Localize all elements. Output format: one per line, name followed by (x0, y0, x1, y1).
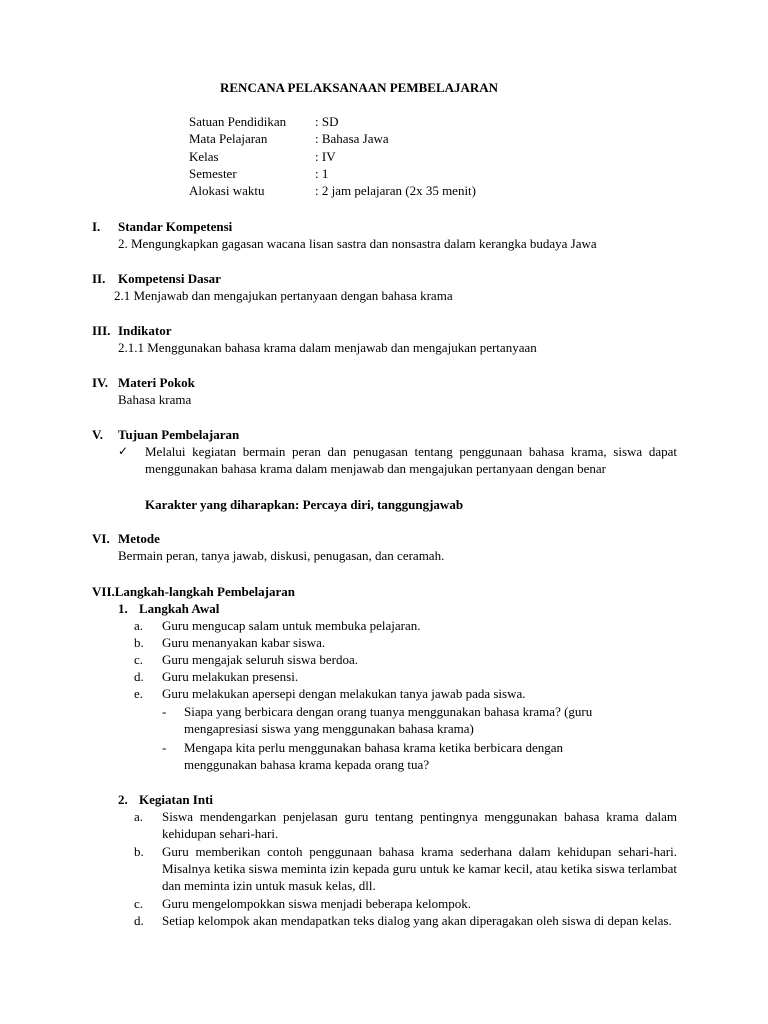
identity-value: : SD (315, 114, 339, 129)
checkmark-icon: ✓ (118, 444, 129, 458)
list-item-letter: a. (134, 809, 144, 824)
list-item-letter: d. (134, 669, 144, 684)
subsection-title: Langkah Awal (139, 601, 220, 616)
karakter-line: Karakter yang diharapkan: Percaya diri, tanggungjawab (145, 497, 464, 512)
list-item-letter: c. (134, 896, 144, 911)
identity-label: Satuan Pendidikan (189, 114, 287, 129)
dash-item: Mengapa kita perlu menggunakan bahasa krama ketika berbicara dengan menggunakan bahasa krama kepada orang tua? (184, 740, 563, 772)
list-item: Siswa mendengarkan penjelasan guru tentang pentingnya menggunakan bahasa krama dalam kehidupan sehari-hari. (162, 809, 677, 841)
subsection-number: 1. (118, 601, 128, 616)
section-number: VI. (92, 531, 110, 546)
list-item: Guru melakukan presensi. (162, 669, 299, 684)
section-heading: VII.Langkah-langkah Pembelajaran (92, 584, 295, 599)
identity-label: Semester (189, 166, 237, 181)
subsection-title: Kegiatan Inti (139, 792, 214, 807)
section-number: I. (92, 219, 101, 234)
list-item: Guru mengucap salam untuk membuka pelajaran. (162, 618, 421, 633)
section-title: Metode (118, 531, 160, 546)
list-item: Guru memberikan contoh penggunaan bahasa krama sederhana dalam kehidupan sehari-hari. Misalnya ketika siswa meminta izin kepada guru untuk ke kamar kecil, atau ketika siswa terlambat dan meminta izin untuk masuk kelas, dll. (162, 844, 677, 893)
section-title: Standar Kompetensi (118, 219, 233, 234)
list-item: Guru mengelompokkan siswa menjadi beberapa kelompok. (162, 896, 472, 911)
list-item-letter: c. (134, 652, 144, 667)
identity-value: : IV (315, 149, 336, 164)
list-item: Guru mengajak seluruh siswa berdoa. (162, 652, 359, 667)
identity-value: : 2 jam pelajaran (2x 35 menit) (315, 183, 477, 198)
section-body: 2.1.1 Menggunakan bahasa krama dalam menjawab dan mengajukan pertanyaan (118, 340, 537, 355)
section-body: Bahasa krama (118, 392, 192, 407)
dash-mark: - (162, 704, 167, 719)
section-body: 2. Mengungkapkan gagasan wacana lisan sastra dan nonsastra dalam kerangka budaya Jawa (118, 236, 597, 251)
list-item-letter: d. (134, 913, 144, 928)
section-body: 2.1 Menjawab dan mengajukan pertanyaan dengan bahasa krama (114, 288, 453, 303)
section-body: Melalui kegiatan bermain peran dan penugasan tentang penggunaan bahasa krama, siswa dapat menggunakan bahasa krama dalam menjawab dan mengajukan pertanyaan dengan benar (145, 444, 677, 476)
list-item-letter: b. (134, 844, 144, 859)
section-title: Kompetensi Dasar (118, 271, 221, 286)
dash-mark: - (162, 740, 167, 755)
section-number: V. (92, 427, 103, 442)
dash-item: Siapa yang berbicara dengan orang tuanya menggunakan bahasa krama? (guru mengapresiasi siswa yang menggunakan bahasa krama) (184, 704, 593, 736)
list-item-letter: e. (134, 686, 144, 701)
section-number: II. (92, 271, 106, 286)
document-title: RENCANA PELAKSANAAN PEMBELAJARAN (220, 80, 499, 95)
section-body: Bermain peran, tanya jawab, diskusi, penugasan, dan ceramah. (118, 548, 445, 563)
list-item-letter: a. (134, 618, 144, 633)
identity-value: : Bahasa Jawa (315, 131, 389, 146)
identity-label: Alokasi waktu (189, 183, 265, 198)
identity-value: : 1 (315, 166, 329, 181)
list-item: Setiap kelompok akan mendapatkan teks dialog yang akan diperagakan oleh siswa di depan kelas. (162, 913, 672, 928)
subsection-number: 2. (118, 792, 128, 807)
identity-label: Kelas (189, 149, 219, 164)
section-title: Materi Pokok (118, 375, 195, 390)
identity-label: Mata Pelajaran (189, 131, 268, 146)
list-item: Guru melakukan apersepi dengan melakukan tanya jawab pada siswa. (162, 686, 526, 701)
list-item: Guru menanyakan kabar siswa. (162, 635, 326, 650)
section-number: III. (92, 323, 111, 338)
section-title: Tujuan Pembelajaran (118, 427, 240, 442)
section-number: IV. (92, 375, 109, 390)
section-title: Indikator (118, 323, 172, 338)
list-item-letter: b. (134, 635, 144, 650)
